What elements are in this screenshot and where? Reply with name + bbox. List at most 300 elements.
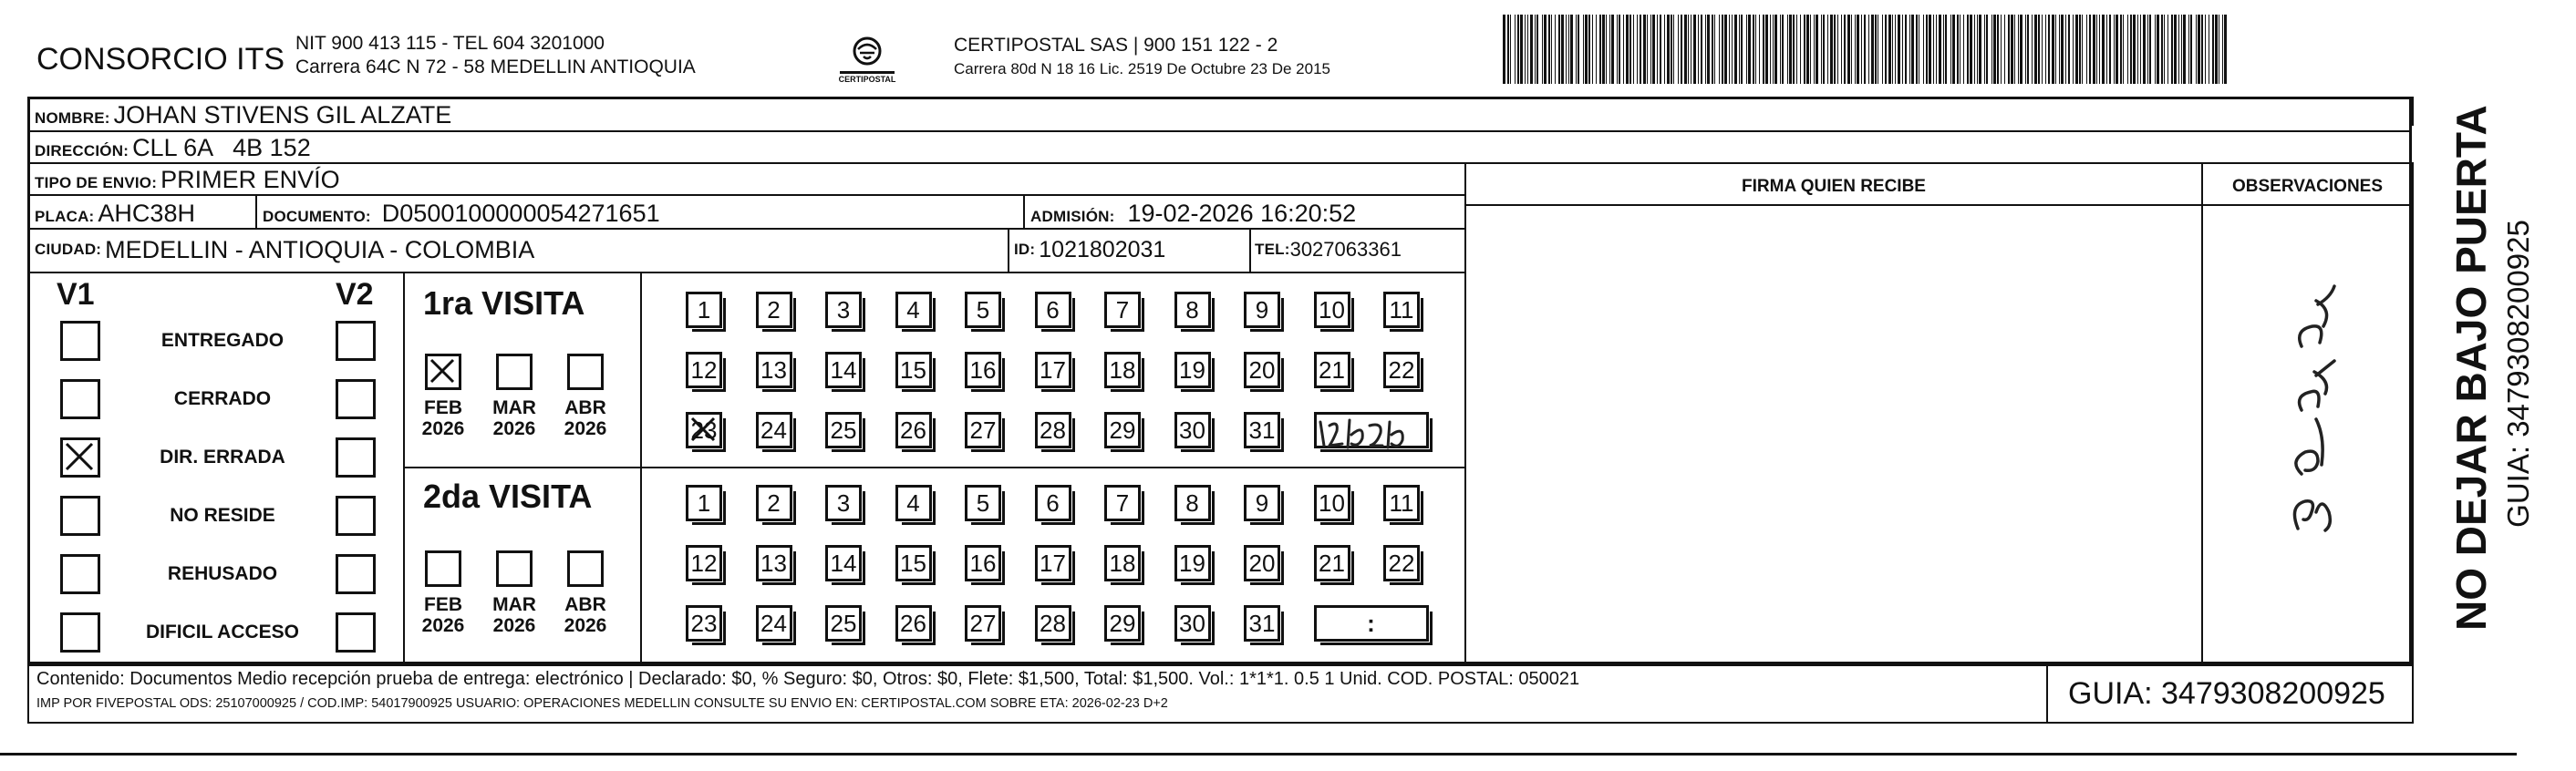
nombre-value: JOHAN STIVENS GIL ALZATE — [113, 101, 452, 128]
first-visit-day[interactable]: 23 — [686, 412, 722, 448]
barcode-bar — [2137, 15, 2138, 84]
barcode-bar — [2102, 15, 2105, 84]
barcode-bar — [1583, 15, 1584, 84]
second-visit-day[interactable]: 6 — [1035, 485, 1071, 521]
barcode-bar — [1952, 15, 1955, 84]
carrier-name: CERTIPOSTAL SAS | 900 151 122 - 2 — [954, 35, 1278, 56]
tipo-envio-row — [35, 163, 340, 194]
barcode-bar — [2089, 15, 2091, 84]
barcode-bar — [1585, 15, 1588, 84]
barcode-bar — [2027, 15, 2029, 84]
barcode-bar — [2109, 15, 2111, 84]
barcode-bar — [2120, 15, 2122, 84]
first-visit-day[interactable]: 7 — [1104, 292, 1141, 328]
second-visit-day[interactable]: 7 — [1104, 485, 1141, 521]
status-label: REHUSADO — [167, 563, 278, 584]
first-visit-day[interactable]: 12 — [686, 352, 722, 388]
first-visit-day[interactable]: 8 — [1174, 292, 1211, 328]
barcode-bar — [2127, 15, 2128, 84]
barcode-bar — [2212, 15, 2214, 84]
barcode-bar — [1909, 15, 1910, 84]
v1-checkbox[interactable] — [60, 496, 100, 536]
barcode-bar — [1701, 15, 1702, 84]
second-visit-day[interactable]: 30 — [1174, 605, 1211, 642]
status-label: CERRADO — [173, 388, 272, 409]
month-checkbox[interactable] — [496, 354, 533, 390]
barcode-bar — [1739, 15, 1740, 84]
barcode-bar — [2167, 15, 2168, 84]
barcode-bar — [1993, 15, 1996, 84]
first-visit-day[interactable]: 3 — [825, 292, 862, 328]
documento-value: D0500100000054271651 — [381, 200, 660, 227]
barcode-bar — [2034, 15, 2037, 84]
barcode-bar — [1864, 15, 1866, 84]
barcode-bar — [1688, 15, 1689, 84]
barcode-bar — [2155, 15, 2156, 84]
barcode-bar — [2075, 15, 2078, 84]
barcode-bar — [2116, 15, 2118, 84]
second-visit-day[interactable]: 9 — [1244, 485, 1280, 521]
barcode-bar — [1536, 15, 1538, 84]
status-label: DIFICIL ACCESO — [145, 622, 299, 642]
carrier-address: Carrera 80d N 18 16 Lic. 2519 De Octubre 23 De 2015 — [954, 60, 1330, 77]
barcode-bar — [1892, 15, 1893, 84]
second-visit-day[interactable]: 25 — [825, 605, 862, 642]
second-visit-day[interactable]: 2 — [756, 485, 792, 521]
barcode-bar — [1933, 15, 1934, 84]
second-visit-day[interactable]: 17 — [1035, 545, 1071, 581]
month-name: ABR — [564, 397, 606, 418]
first-visit-day[interactable]: 30 — [1174, 412, 1211, 448]
barcode-bar — [1844, 15, 1846, 84]
barcode-bar — [1712, 15, 1713, 84]
footer-line2: IMP POR FIVEPOSTAL ODS: 25107000925 / COD.IMP: 54017900925 USUARIO: OPERACIONES MEDELLIN CONSULTE SU ENVIO EN: CERTIPOSTAL.COM SOBRE ETA: 2026-02-23 D+2 — [36, 696, 1168, 711]
company-address: Carrera 64C N 72 - 58 MEDELLIN ANTIOQUIA — [295, 57, 696, 77]
barcode-bar — [1977, 15, 1978, 84]
time-box[interactable]: : — [1314, 605, 1429, 642]
barcode-bar — [2032, 15, 2033, 84]
barcode-bar — [1847, 15, 1850, 84]
barcode-bar — [1800, 15, 1801, 84]
barcode-bar — [1588, 15, 1590, 84]
barcode-bar — [1652, 15, 1655, 84]
documento-label: DOCUMENTO: — [263, 208, 371, 225]
first-visit-day[interactable]: 4 — [895, 292, 932, 328]
second-visit-day[interactable]: 19 — [1174, 545, 1211, 581]
barcode-bar — [2099, 15, 2100, 84]
barcode-bar — [2181, 15, 2182, 84]
logo-caption: CERTIPOSTAL — [838, 75, 896, 84]
barcode-bar — [2171, 15, 2173, 84]
barcode-bar — [1984, 15, 1985, 84]
barcode-bar — [2082, 15, 2083, 84]
second-visit-day[interactable]: 26 — [895, 605, 932, 642]
barcode-bar — [1693, 15, 1696, 84]
first-visit-day[interactable]: 26 — [895, 412, 932, 448]
barcode-bar — [1570, 15, 1573, 84]
barcode-bar — [1633, 15, 1634, 84]
barcode-bar — [1837, 15, 1838, 84]
first-visit-day[interactable]: 11 — [1383, 292, 1420, 328]
barcode-bar — [1667, 15, 1670, 84]
first-visit-day[interactable]: 28 — [1035, 412, 1071, 448]
barcode-bar — [1660, 15, 1661, 84]
barcode-bar — [1507, 15, 1509, 84]
second-visit-title: 2da VISITA — [423, 478, 593, 515]
first-visit-day[interactable]: 29 — [1104, 412, 1141, 448]
barcode-bar — [1555, 15, 1556, 84]
first-visit-day[interactable]: 17 — [1035, 352, 1071, 388]
barcode-bar — [1979, 15, 1981, 84]
barcode-bar — [2106, 15, 2107, 84]
barcode-bar — [1765, 15, 1768, 84]
barcode-bar — [1857, 15, 1859, 84]
second-visit-day[interactable]: 14 — [825, 545, 862, 581]
barcode-bar — [1885, 15, 1887, 84]
barcode-bar — [1643, 15, 1646, 84]
v1-header: V1 — [57, 277, 95, 312]
barcode-bar — [2157, 15, 2159, 84]
barcode-bar — [1515, 15, 1516, 84]
barcode-bar — [2073, 15, 2074, 84]
barcode-bar — [1950, 15, 1951, 84]
month-name: MAR — [492, 397, 536, 418]
footer-line1: Contenido: Documentos Medio recepción prueba de entrega: electrónico | Declarado: $0, % Seguro: $0, Otros: $0, Flete: $1,500, Total: $1,500. Vol.: 1*1*1. 0.5 1 Unid. COD. POSTAL: 050021 — [36, 669, 1580, 689]
barcode-bar — [1617, 15, 1618, 84]
barcode-bar — [1823, 15, 1825, 84]
status-label: ENTREGADO — [160, 330, 284, 351]
barcode-bar — [2222, 15, 2223, 84]
month-label — [558, 397, 613, 439]
barcode-bar — [2224, 15, 2227, 84]
month-checkbox[interactable] — [567, 354, 604, 390]
v1-checkbox[interactable] — [60, 321, 100, 361]
month-checkbox[interactable] — [425, 550, 461, 587]
month-label — [416, 594, 471, 636]
barcode-bar — [1970, 15, 1972, 84]
barcode-bar — [1558, 15, 1560, 84]
month-year: 2026 — [421, 615, 465, 636]
barcode-bar — [2188, 15, 2189, 84]
barcode-bar — [2149, 15, 2151, 84]
first-visit-day[interactable]: 16 — [965, 352, 1001, 388]
barcode-bar — [1841, 15, 1842, 84]
v2-checkbox[interactable] — [336, 437, 376, 478]
barcode-bar — [1997, 15, 1999, 84]
barcode-bar — [1503, 15, 1505, 84]
barcode-bar — [2147, 15, 2148, 84]
barcode-bar — [1967, 15, 1969, 84]
barcode-bar — [2174, 15, 2177, 84]
first-visit-day[interactable]: 20 — [1244, 352, 1280, 388]
v2-checkbox[interactable] — [336, 554, 376, 594]
barcode-bar — [2068, 15, 2070, 84]
second-visit-day[interactable]: 31 — [1244, 605, 1280, 642]
barcode-bar — [1939, 15, 1941, 84]
first-visit-day[interactable]: 5 — [965, 292, 1001, 328]
barcode-bar — [1722, 15, 1723, 84]
barcode-bar — [1619, 15, 1620, 84]
barcode-bar — [1684, 15, 1687, 84]
bottom-rule — [0, 753, 2517, 756]
barcode-bar — [1602, 15, 1605, 84]
barcode-bar — [1770, 15, 1771, 84]
barcode-bar — [1774, 15, 1777, 84]
barcode-bar — [1875, 15, 1877, 84]
second-visit-day[interactable]: 13 — [756, 545, 792, 581]
barcode-bar — [2183, 15, 2186, 84]
barcode-bar — [2196, 15, 2197, 84]
barcode-bar — [1640, 15, 1641, 84]
first-visit-day[interactable]: 31 — [1244, 412, 1280, 448]
second-visit-day[interactable]: 29 — [1104, 605, 1141, 642]
second-visit-day[interactable]: 1 — [686, 485, 722, 521]
footer-guia: GUIA: 3479308200925 — [2068, 676, 2385, 711]
second-visit-day[interactable]: 12 — [686, 545, 722, 581]
first-visit-day[interactable]: 1 — [686, 292, 722, 328]
first-visit-day[interactable]: 25 — [825, 412, 862, 448]
second-visit-day[interactable]: 24 — [756, 605, 792, 642]
first-visit-day[interactable]: 21 — [1314, 352, 1350, 388]
month-year: 2026 — [421, 418, 465, 439]
second-visit-day[interactable]: 10 — [1314, 485, 1350, 521]
v2-checkbox[interactable] — [336, 496, 376, 536]
barcode-bar — [1759, 15, 1760, 84]
barcode-bar — [2048, 15, 2050, 84]
barcode-bar — [1796, 15, 1797, 84]
barcode-bar — [2061, 15, 2064, 84]
second-visit-day[interactable]: 20 — [1244, 545, 1280, 581]
barcode-bar — [1671, 15, 1672, 84]
barcode-bar — [1609, 15, 1610, 84]
first-visit-day[interactable]: 14 — [825, 352, 862, 388]
tel-value: 3027063361 — [1289, 238, 1402, 261]
barcode-bar — [1732, 15, 1733, 84]
barcode-bar — [1748, 15, 1751, 84]
barcode-bar — [1936, 15, 1937, 84]
barcode-bar — [1673, 15, 1674, 84]
barcode-bar — [1626, 15, 1629, 84]
first-visit-day[interactable]: 2 — [756, 292, 792, 328]
first-visit-day[interactable]: 18 — [1104, 352, 1141, 388]
barcode-bar — [1916, 15, 1918, 84]
first-visit-day[interactable]: 6 — [1035, 292, 1071, 328]
month-checkbox[interactable] — [496, 550, 533, 587]
observaciones-header: OBSERVACIONES — [2231, 177, 2384, 196]
barcode-bar — [1821, 15, 1822, 84]
v2-checkbox[interactable] — [336, 612, 376, 653]
barcode-bar — [1945, 15, 1947, 84]
month-checkbox[interactable] — [425, 354, 461, 390]
barcode-bar — [1548, 15, 1550, 84]
barcode-bar — [1793, 15, 1795, 84]
first-visit-day[interactable]: 9 — [1244, 292, 1280, 328]
barcode-bar — [1561, 15, 1564, 84]
first-visit-day[interactable]: 15 — [895, 352, 932, 388]
barcode-bar — [1596, 15, 1597, 84]
barcode-bar — [1755, 15, 1756, 84]
barcode-bar — [2096, 15, 2097, 84]
second-visit-day[interactable]: 4 — [895, 485, 932, 521]
first-visit-day[interactable]: 19 — [1174, 352, 1211, 388]
barcode-bar — [2140, 15, 2141, 84]
barcode-bar — [1810, 15, 1811, 84]
tipo-envio-label: TIPO DE ENVIO: — [35, 174, 158, 191]
barcode-bar — [1871, 15, 1874, 84]
barcode-bar — [2025, 15, 2026, 84]
barcode-bar — [2045, 15, 2046, 84]
first-visit-day[interactable]: 24 — [756, 412, 792, 448]
direccion-row — [35, 131, 311, 162]
second-visit-day[interactable]: 16 — [965, 545, 1001, 581]
first-visit-day[interactable]: 27 — [965, 412, 1001, 448]
v1-checkbox[interactable] — [60, 437, 100, 478]
direccion-label: DIRECCIÓN: — [35, 142, 129, 159]
second-visit-day[interactable]: 18 — [1104, 545, 1141, 581]
placa-label: PLACA: — [35, 208, 95, 225]
side-warning: NO DEJAR BAJO PUERTA — [2447, 105, 2495, 631]
barcode-bar — [2215, 15, 2218, 84]
barcode-bar — [1827, 15, 1828, 84]
second-visit-day[interactable]: 8 — [1174, 485, 1211, 521]
barcode-bar — [2123, 15, 2124, 84]
barcode-bar — [2130, 15, 2132, 84]
v2-checkbox[interactable] — [336, 321, 376, 361]
barcode-bar — [1544, 15, 1547, 84]
month-checkbox[interactable] — [567, 550, 604, 587]
barcode-bar — [1814, 15, 1815, 84]
barcode-bar — [2001, 15, 2002, 84]
barcode-bar — [1898, 15, 1900, 84]
barcode-bar — [1911, 15, 1914, 84]
second-visit-day[interactable]: 15 — [895, 545, 932, 581]
first-visit-day[interactable]: 10 — [1314, 292, 1350, 328]
placa-field — [35, 195, 195, 228]
month-label — [558, 594, 613, 636]
barcode-bar — [1623, 15, 1624, 84]
second-visit-day[interactable]: 3 — [825, 485, 862, 521]
first-visit-day[interactable]: 22 — [1383, 352, 1420, 388]
barcode-bar — [2020, 15, 2023, 84]
id-label: ID: — [1014, 241, 1036, 258]
barcode-bar — [1576, 15, 1577, 84]
barcode-bar — [2198, 15, 2200, 84]
status-label: DIR. ERRADA — [160, 447, 285, 468]
v2-checkbox[interactable] — [336, 379, 376, 419]
handwritten-time — [1311, 413, 1430, 453]
barcode-bar — [2038, 15, 2040, 84]
barcode-bar — [1834, 15, 1836, 84]
v1-checkbox[interactable] — [60, 554, 100, 594]
tel-field — [1255, 229, 1402, 271]
barcode-bar — [2014, 15, 2015, 84]
month-label — [487, 397, 542, 439]
barcode-bar — [1527, 15, 1528, 84]
barcode-bar — [2018, 15, 2019, 84]
second-visit-day[interactable]: 21 — [1314, 545, 1350, 581]
check-x-mark — [63, 440, 98, 475]
barcode-bar — [1855, 15, 1856, 84]
barcode-bar — [1705, 15, 1706, 84]
barcode-bar — [1753, 15, 1754, 84]
barcode-bar — [1861, 15, 1862, 84]
nombre-label: NOMBRE: — [35, 109, 110, 127]
second-visit-day[interactable]: 23 — [686, 605, 722, 642]
barcode-bar — [1888, 15, 1891, 84]
month-year: 2026 — [492, 615, 536, 636]
barcode — [1503, 15, 2229, 84]
barcode-bar — [1714, 15, 1715, 84]
barcode-bar — [1986, 15, 1988, 84]
barcode-bar — [1637, 15, 1638, 84]
barcode-bar — [1678, 15, 1679, 84]
month-name: MAR — [492, 594, 536, 615]
barcode-bar — [1517, 15, 1519, 84]
month-year: 2026 — [492, 418, 536, 439]
barcode-bar — [2133, 15, 2136, 84]
barcode-bar — [1592, 15, 1593, 84]
ciudad-field — [35, 229, 534, 271]
barcode-bar — [1542, 15, 1543, 84]
admision-field — [1030, 195, 1356, 228]
barcode-bar — [1568, 15, 1569, 84]
month-year: 2026 — [564, 418, 607, 439]
observaciones-handwriting — [2261, 273, 2362, 547]
barcode-bar — [1599, 15, 1601, 84]
barcode-bar — [2161, 15, 2163, 84]
barcode-bar — [1629, 15, 1631, 84]
barcode-bar — [2008, 15, 2010, 84]
barcode-bar — [1520, 15, 1523, 84]
barcode-bar — [1929, 15, 1931, 84]
direccion-value: CLL 6A 4B 152 — [132, 134, 311, 161]
second-visit-day[interactable]: 5 — [965, 485, 1001, 521]
first-visit-day[interactable]: 13 — [756, 352, 792, 388]
check-x-mark — [428, 356, 459, 387]
barcode-bar — [2114, 15, 2115, 84]
company-name: CONSORCIO ITS — [36, 42, 285, 77]
barcode-bar — [1830, 15, 1833, 84]
barcode-bar — [1611, 15, 1614, 84]
barcode-bar — [1734, 15, 1737, 84]
second-visit-day[interactable]: 28 — [1035, 605, 1071, 642]
barcode-bar — [2178, 15, 2179, 84]
barcode-bar — [1787, 15, 1788, 84]
barcode-bar — [1578, 15, 1579, 84]
barcode-bar — [1741, 15, 1743, 84]
company-nit: NIT 900 413 115 - TEL 604 3201000 — [295, 33, 605, 54]
second-visit-day[interactable]: 27 — [965, 605, 1001, 642]
second-visit-day[interactable]: 11 — [1383, 485, 1420, 521]
id-field — [1014, 229, 1165, 271]
v1-checkbox[interactable] — [60, 612, 100, 653]
v1-checkbox[interactable] — [60, 379, 100, 419]
barcode-bar — [1789, 15, 1792, 84]
barcode-bar — [1657, 15, 1658, 84]
second-visit-day[interactable]: 22 — [1383, 545, 1420, 581]
barcode-bar — [1773, 15, 1774, 84]
barcode-bar — [1957, 15, 1959, 84]
admision-label: ADMISIÓN: — [1030, 208, 1115, 225]
barcode-bar — [1681, 15, 1682, 84]
barcode-bar — [1902, 15, 1903, 84]
barcode-bar — [1551, 15, 1552, 84]
barcode-bar — [1943, 15, 1944, 84]
barcode-bar — [2143, 15, 2146, 84]
barcode-bar — [1746, 15, 1747, 84]
barcode-bar — [1698, 15, 1699, 84]
barcode-bar — [1974, 15, 1975, 84]
